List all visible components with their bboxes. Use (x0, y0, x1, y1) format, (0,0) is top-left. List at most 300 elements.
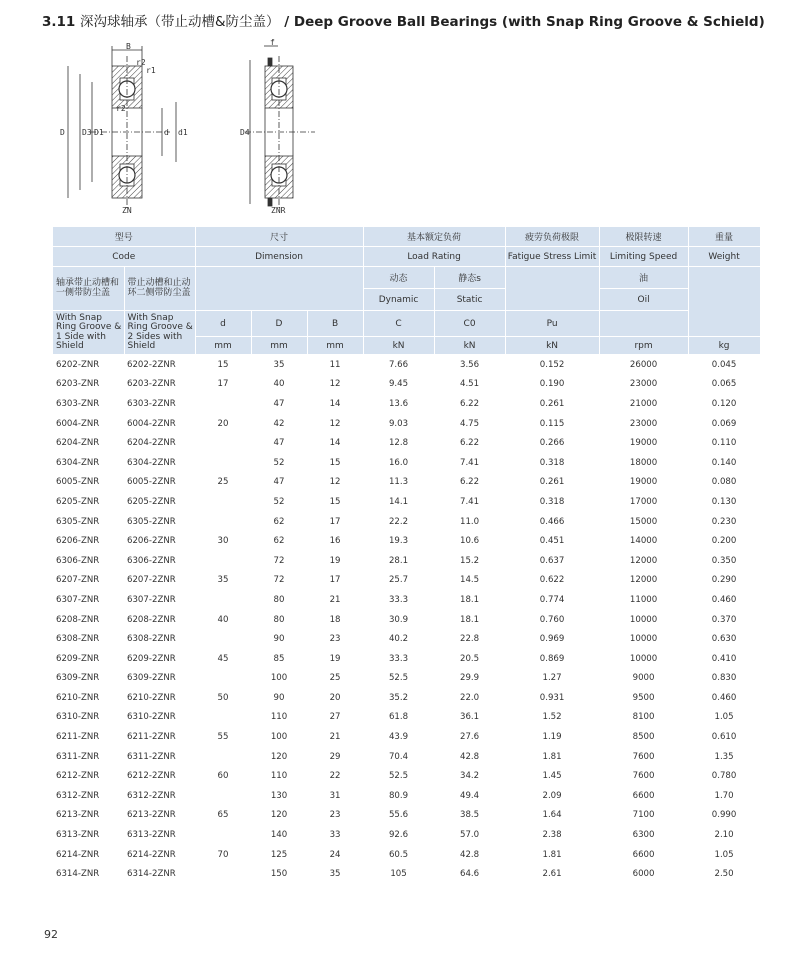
cell-outer-d: 120 (270, 751, 288, 762)
cell-weight: 0.610 (711, 732, 737, 743)
cell-code-1side: 6004-ZNR (56, 418, 100, 429)
dim-label-d1: D1 (94, 128, 104, 137)
cell-weight: 0.460 (711, 594, 737, 605)
table-row (53, 531, 760, 551)
cell-bore-d (195, 590, 251, 610)
cell-speed: 7100 (632, 810, 655, 821)
cell-code-1side: 6306-ZNR (56, 555, 100, 566)
cell-code-1side: 6308-ZNR (56, 634, 100, 645)
cell-fatigue-pu: 1.27 (542, 673, 562, 684)
cell-dynamic-c: 30.9 (388, 614, 409, 625)
cell-outer-d: 35 (273, 359, 285, 370)
table-row (53, 551, 760, 571)
cell-weight: 0.350 (711, 555, 737, 566)
cell-width-b: 14 (329, 438, 341, 449)
table-row (53, 610, 760, 630)
cell-weight: 0.140 (711, 457, 737, 468)
cell-speed: 18000 (629, 457, 658, 468)
cell-dynamic-c: 43.9 (388, 732, 409, 743)
cell-speed: 21000 (629, 398, 658, 409)
cell-outer-d: 90 (273, 634, 285, 645)
cell-outer-d: 110 (270, 771, 288, 782)
cell-speed: 19000 (629, 477, 658, 488)
section-number: 3.11 (42, 14, 76, 30)
header-weight-en: Weight (688, 247, 760, 267)
cell-dynamic-c: 92.6 (388, 830, 409, 841)
cell-weight: 1.35 (714, 751, 734, 762)
cell-dynamic-c: 33.3 (388, 594, 409, 605)
cell-code-2side: 6209-2ZNR (127, 653, 176, 664)
cell-speed: 7600 (632, 771, 655, 782)
cell-weight: 0.780 (711, 771, 737, 782)
unit-d: mm (195, 337, 251, 355)
dim-label-outer-d: D (60, 128, 65, 137)
cell-width-b: 31 (329, 790, 341, 801)
cell-code-1side: 6206-ZNR (56, 536, 100, 547)
cell-outer-d: 62 (273, 516, 285, 527)
cell-fatigue-pu: 0.760 (539, 614, 565, 625)
cell-speed: 10000 (629, 614, 658, 625)
header-oil-en: Oil (599, 289, 688, 311)
cell-code-2side: 6204-2ZNR (127, 438, 176, 449)
cell-outer-d: 100 (270, 673, 288, 684)
cell-code-1side: 6204-ZNR (56, 438, 100, 449)
cell-outer-d: 80 (273, 614, 285, 625)
cell-dynamic-c: 105 (390, 869, 407, 880)
cell-code-1side: 6208-ZNR (56, 614, 100, 625)
cell-outer-d: 120 (270, 810, 288, 821)
cell-bore-d (195, 747, 251, 767)
cell-dynamic-c: 9.45 (388, 379, 409, 390)
cell-static-c0: 27.6 (459, 732, 480, 743)
cell-code-2side: 6212-2ZNR (127, 771, 176, 782)
header-dimension-en: Dimension (195, 247, 363, 267)
cell-outer-d: 85 (273, 653, 285, 664)
cell-static-c0: 64.6 (459, 869, 480, 880)
cell-fatigue-pu: 1.81 (542, 849, 562, 860)
cell-dynamic-c: 14.1 (388, 496, 409, 507)
header-speed-blank (599, 311, 688, 337)
cell-dynamic-c: 11.3 (388, 477, 409, 488)
cell-fatigue-pu: 2.61 (542, 869, 562, 880)
cell-code-1side: 6303-ZNR (56, 398, 100, 409)
cell-outer-d: 130 (270, 790, 288, 801)
cell-bore-d (195, 786, 251, 806)
cell-bore-d: 60 (217, 771, 229, 782)
cell-weight: 0.830 (711, 673, 737, 684)
cell-code-2side: 6313-2ZNR (127, 830, 176, 841)
cell-code-2side: 6308-2ZNR (127, 634, 176, 645)
cell-dynamic-c: 19.3 (388, 536, 409, 547)
cell-fatigue-pu: 0.266 (539, 438, 565, 449)
cell-static-c0: 42.8 (459, 849, 480, 860)
cell-dynamic-c: 16.0 (388, 457, 409, 468)
cell-weight: 0.130 (711, 496, 737, 507)
cell-fatigue-pu: 0.318 (539, 457, 565, 468)
figure-label-znr: ZNR (271, 206, 286, 215)
cell-speed: 12000 (629, 575, 658, 586)
cell-width-b: 17 (329, 575, 341, 586)
header-static-en: Static (434, 289, 505, 311)
unit-speed: rpm (599, 337, 688, 355)
cell-outer-d: 140 (270, 830, 288, 841)
cell-speed: 11000 (629, 594, 658, 605)
table-row (53, 747, 760, 767)
cell-code-1side: 6212-ZNR (56, 771, 100, 782)
cell-dynamic-c: 52.5 (388, 673, 409, 684)
cell-bore-d (195, 512, 251, 532)
cell-static-c0: 10.6 (459, 536, 480, 547)
header-col-d: d (195, 311, 251, 337)
bearing-diagrams (50, 38, 350, 218)
cell-weight: 0.065 (711, 379, 737, 390)
table-row (53, 688, 760, 708)
cell-fatigue-pu: 0.774 (539, 594, 565, 605)
header-col-outer-d: D (251, 311, 307, 337)
header-weight-blank (688, 267, 760, 337)
table-row (53, 649, 760, 669)
cell-speed: 6600 (632, 790, 655, 801)
cell-code-2side: 6005-2ZNR (127, 477, 176, 488)
table-row (53, 825, 760, 845)
cell-width-b: 25 (329, 673, 341, 684)
cell-bore-d: 45 (217, 653, 229, 664)
header-col-pu: Pu (505, 311, 599, 337)
cell-code-1side: 6207-ZNR (56, 575, 100, 586)
cell-width-b: 27 (329, 712, 341, 723)
cell-code-2side: 6305-2ZNR (127, 516, 176, 527)
page-number: 92 (44, 928, 58, 941)
cell-dynamic-c: 12.8 (388, 438, 409, 449)
cell-dynamic-c: 40.2 (388, 634, 409, 645)
bearing-spec-table (53, 227, 761, 884)
cell-bore-d (195, 551, 251, 571)
cell-weight: 0.045 (711, 359, 737, 370)
cell-code-1side: 6313-ZNR (56, 830, 100, 841)
table-row (53, 355, 760, 375)
cell-bore-d: 35 (217, 575, 229, 586)
unit-c0: kN (434, 337, 505, 355)
cell-bore-d (195, 492, 251, 512)
cell-bore-d: 25 (217, 477, 229, 488)
cell-static-c0: 11.0 (459, 516, 480, 527)
cell-code-2side: 6309-2ZNR (127, 673, 176, 684)
cell-static-c0: 3.56 (459, 359, 480, 370)
cell-code-2side: 6214-2ZNR (127, 849, 176, 860)
header-row-5 (53, 311, 760, 337)
cell-code-2side: 6210-2ZNR (127, 692, 176, 703)
cell-speed: 26000 (629, 359, 658, 370)
title-english: / Deep Groove Ball Bearings (with Snap Ring Groove & Schield) (284, 14, 765, 30)
cell-weight: 0.990 (711, 810, 737, 821)
header-static-cn: 静态s (434, 267, 505, 289)
cell-speed: 8100 (632, 712, 655, 723)
cell-fatigue-pu: 0.261 (539, 477, 565, 488)
table-row (53, 492, 760, 512)
cell-weight: 0.370 (711, 614, 737, 625)
cell-speed: 10000 (629, 634, 658, 645)
cell-width-b: 19 (329, 555, 341, 566)
header-oil-cn: 油 (599, 267, 688, 289)
table-row (53, 629, 760, 649)
cell-width-b: 35 (329, 869, 341, 880)
cell-dynamic-c: 25.7 (388, 575, 409, 586)
cell-bore-d: 50 (217, 692, 229, 703)
cell-static-c0: 6.22 (459, 477, 480, 488)
table-row (53, 473, 760, 493)
table-row (53, 669, 760, 689)
cell-static-c0: 42.8 (459, 751, 480, 762)
cell-width-b: 19 (329, 653, 341, 664)
table-row (53, 845, 760, 865)
cell-static-c0: 36.1 (459, 712, 480, 723)
cell-speed: 23000 (629, 379, 658, 390)
cell-static-c0: 57.0 (459, 830, 480, 841)
cell-code-1side: 6311-ZNR (56, 751, 100, 762)
header-dynamic-en: Dynamic (363, 289, 434, 311)
cell-width-b: 33 (329, 830, 341, 841)
cell-weight: 0.630 (711, 634, 737, 645)
cell-code-2side: 6208-2ZNR (127, 614, 176, 625)
cell-width-b: 22 (329, 771, 341, 782)
cell-code-1side: 6211-ZNR (56, 732, 100, 743)
cell-fatigue-pu: 1.45 (542, 771, 562, 782)
cell-outer-d: 62 (273, 536, 285, 547)
cell-weight: 1.05 (714, 712, 734, 723)
cell-width-b: 14 (329, 398, 341, 409)
cell-static-c0: 7.41 (459, 457, 480, 468)
zn-section (68, 46, 176, 208)
header-code2-en: With Snap Ring Groove & 2 Sides with Shield (124, 311, 195, 355)
cell-speed: 10000 (629, 653, 658, 664)
header-fatigue-en: Fatigue Stress Limit (505, 247, 599, 267)
cell-dynamic-c: 13.6 (388, 398, 409, 409)
cell-width-b: 24 (329, 849, 341, 860)
header-dimension-blank (195, 267, 363, 311)
unit-c: kN (363, 337, 434, 355)
cell-fatigue-pu: 0.637 (539, 555, 565, 566)
header-row-1 (53, 227, 760, 247)
unit-pu: kN (505, 337, 599, 355)
cell-code-1side: 6005-ZNR (56, 477, 100, 488)
cell-fatigue-pu: 1.64 (542, 810, 562, 821)
cell-width-b: 21 (329, 732, 341, 743)
table-row (53, 375, 760, 395)
table-row (53, 806, 760, 826)
cell-outer-d: 52 (273, 496, 285, 507)
cell-fatigue-pu: 0.466 (539, 516, 565, 527)
header-speed-cn: 极限转速 (599, 227, 688, 247)
cell-code-2side: 6304-2ZNR (127, 457, 176, 468)
cell-dynamic-c: 33.3 (388, 653, 409, 664)
cell-speed: 9500 (632, 692, 655, 703)
cell-code-1side: 6314-ZNR (56, 869, 100, 880)
cell-dynamic-c: 28.1 (388, 555, 409, 566)
table-row (53, 512, 760, 532)
cell-code-1side: 6203-ZNR (56, 379, 100, 390)
unit-b: mm (307, 337, 363, 355)
cell-fatigue-pu: 1.52 (542, 712, 562, 723)
unit-weight: kg (688, 337, 760, 355)
cell-speed: 8500 (632, 732, 655, 743)
cell-static-c0: 14.5 (459, 575, 480, 586)
cell-width-b: 23 (329, 810, 341, 821)
cell-outer-d: 42 (273, 418, 285, 429)
cell-fatigue-pu: 0.190 (539, 379, 565, 390)
cell-speed: 6600 (632, 849, 655, 860)
cell-outer-d: 47 (273, 438, 285, 449)
cell-bore-d: 20 (217, 418, 229, 429)
cell-weight: 0.290 (711, 575, 737, 586)
cell-weight: 0.230 (711, 516, 737, 527)
header-weight-cn: 重量 (688, 227, 760, 247)
cell-outer-d: 52 (273, 457, 285, 468)
cell-fatigue-pu: 1.19 (542, 732, 562, 743)
cell-code-1side: 6210-ZNR (56, 692, 100, 703)
cell-fatigue-pu: 0.318 (539, 496, 565, 507)
cell-weight: 2.50 (714, 869, 734, 880)
cell-width-b: 15 (329, 496, 341, 507)
table-row (53, 453, 760, 473)
znr-section (245, 46, 315, 208)
title-chinese: 深沟球轴承（带止动槽&防尘盖） (80, 14, 280, 30)
cell-code-2side: 6311-2ZNR (127, 751, 176, 762)
cell-fatigue-pu: 0.969 (539, 634, 565, 645)
cell-code-1side: 6310-ZNR (56, 712, 100, 723)
table-row (53, 394, 760, 414)
cell-dynamic-c: 60.5 (388, 849, 409, 860)
cell-weight: 0.080 (711, 477, 737, 488)
cell-code-2side: 6314-2ZNR (127, 869, 176, 880)
cell-static-c0: 4.75 (459, 418, 480, 429)
cell-weight: 1.70 (714, 790, 734, 801)
unit-outer-d: mm (251, 337, 307, 355)
header-row-3 (53, 267, 760, 289)
dim-label-small-d1: d1 (178, 128, 188, 137)
cell-fatigue-pu: 0.931 (539, 692, 565, 703)
cell-static-c0: 20.5 (459, 653, 480, 664)
cell-bore-d: 17 (217, 379, 229, 390)
cell-code-2side: 6310-2ZNR (127, 712, 176, 723)
cell-weight: 0.110 (711, 438, 737, 449)
cell-bore-d: 55 (217, 732, 229, 743)
cell-fatigue-pu: 1.81 (542, 751, 562, 762)
cell-speed: 19000 (629, 438, 658, 449)
table-row (53, 766, 760, 786)
table-body (53, 355, 760, 885)
cell-code-2side: 6207-2ZNR (127, 575, 176, 586)
cell-outer-d: 150 (270, 869, 288, 880)
table-row (53, 786, 760, 806)
cell-bore-d (195, 433, 251, 453)
cell-code-2side: 6211-2ZNR (127, 732, 176, 743)
header-model-cn: 型号 (53, 227, 195, 247)
header-dynamic-cn: 动态 (363, 267, 434, 289)
header-load-cn: 基本额定负荷 (363, 227, 505, 247)
cell-bore-d (195, 629, 251, 649)
cell-static-c0: 29.9 (459, 673, 480, 684)
cell-speed: 14000 (629, 536, 658, 547)
cell-speed: 15000 (629, 516, 658, 527)
cell-code-2side: 6213-2ZNR (127, 810, 176, 821)
cell-fatigue-pu: 2.38 (542, 830, 562, 841)
header-col-b: B (307, 311, 363, 337)
cell-code-1side: 6307-ZNR (56, 594, 100, 605)
cell-bore-d (195, 864, 251, 884)
cell-speed: 6300 (632, 830, 655, 841)
cell-dynamic-c: 70.4 (388, 751, 409, 762)
cell-width-b: 17 (329, 516, 341, 527)
cell-code-2side: 6206-2ZNR (127, 536, 176, 547)
dim-label-d4: D4 (240, 128, 250, 137)
cell-fatigue-pu: 0.152 (539, 359, 565, 370)
cell-static-c0: 15.2 (459, 555, 480, 566)
cell-bore-d (195, 394, 251, 414)
header-code1-cn: 轴承带止动槽和一侧带防尘盖 (53, 267, 124, 311)
cell-speed: 6000 (632, 869, 655, 880)
table-row (53, 727, 760, 747)
header-row-2 (53, 247, 760, 267)
cell-dynamic-c: 61.8 (388, 712, 409, 723)
dim-label-r1: r1 (146, 66, 156, 75)
cell-code-2side: 6205-2ZNR (127, 496, 176, 507)
header-fatigue-cn: 疲劳负荷极限 (505, 227, 599, 247)
cell-bore-d: 70 (217, 849, 229, 860)
cell-static-c0: 49.4 (459, 790, 480, 801)
table-row (53, 571, 760, 591)
cell-dynamic-c: 55.6 (388, 810, 409, 821)
cell-width-b: 21 (329, 594, 341, 605)
cell-dynamic-c: 35.2 (388, 692, 409, 703)
cell-outer-d: 47 (273, 477, 285, 488)
table-row (53, 433, 760, 453)
cell-static-c0: 38.5 (459, 810, 480, 821)
cell-dynamic-c: 9.03 (388, 418, 409, 429)
cell-weight: 0.120 (711, 398, 737, 409)
cell-static-c0: 22.0 (459, 692, 480, 703)
cell-outer-d: 40 (273, 379, 285, 390)
cell-code-1side: 6209-ZNR (56, 653, 100, 664)
header-fatigue-blank (505, 267, 599, 311)
cell-fatigue-pu: 0.261 (539, 398, 565, 409)
header-speed-en: Limiting Speed (599, 247, 688, 267)
cell-code-2side: 6203-2ZNR (127, 379, 176, 390)
cell-dynamic-c: 22.2 (388, 516, 409, 527)
cell-bore-d (195, 708, 251, 728)
cell-outer-d: 72 (273, 575, 285, 586)
table-row (53, 590, 760, 610)
cell-speed: 12000 (629, 555, 658, 566)
cell-weight: 0.410 (711, 653, 737, 664)
cell-weight: 0.200 (711, 536, 737, 547)
cell-fatigue-pu: 0.451 (539, 536, 565, 547)
dim-label-r2: r2 (136, 58, 146, 67)
cell-speed: 7600 (632, 751, 655, 762)
cell-speed: 17000 (629, 496, 658, 507)
cell-static-c0: 22.8 (459, 634, 480, 645)
header-load-en: Load Rating (363, 247, 505, 267)
cell-bore-d: 65 (217, 810, 229, 821)
cell-code-2side: 6307-2ZNR (127, 594, 176, 605)
cell-width-b: 11 (329, 359, 341, 370)
page-title (42, 10, 782, 30)
cell-outer-d: 100 (270, 732, 288, 743)
cell-bore-d: 15 (217, 359, 229, 370)
cell-width-b: 29 (329, 751, 341, 762)
cell-static-c0: 6.22 (459, 438, 480, 449)
header-col-c0: C0 (434, 311, 505, 337)
cell-bore-d (195, 825, 251, 845)
